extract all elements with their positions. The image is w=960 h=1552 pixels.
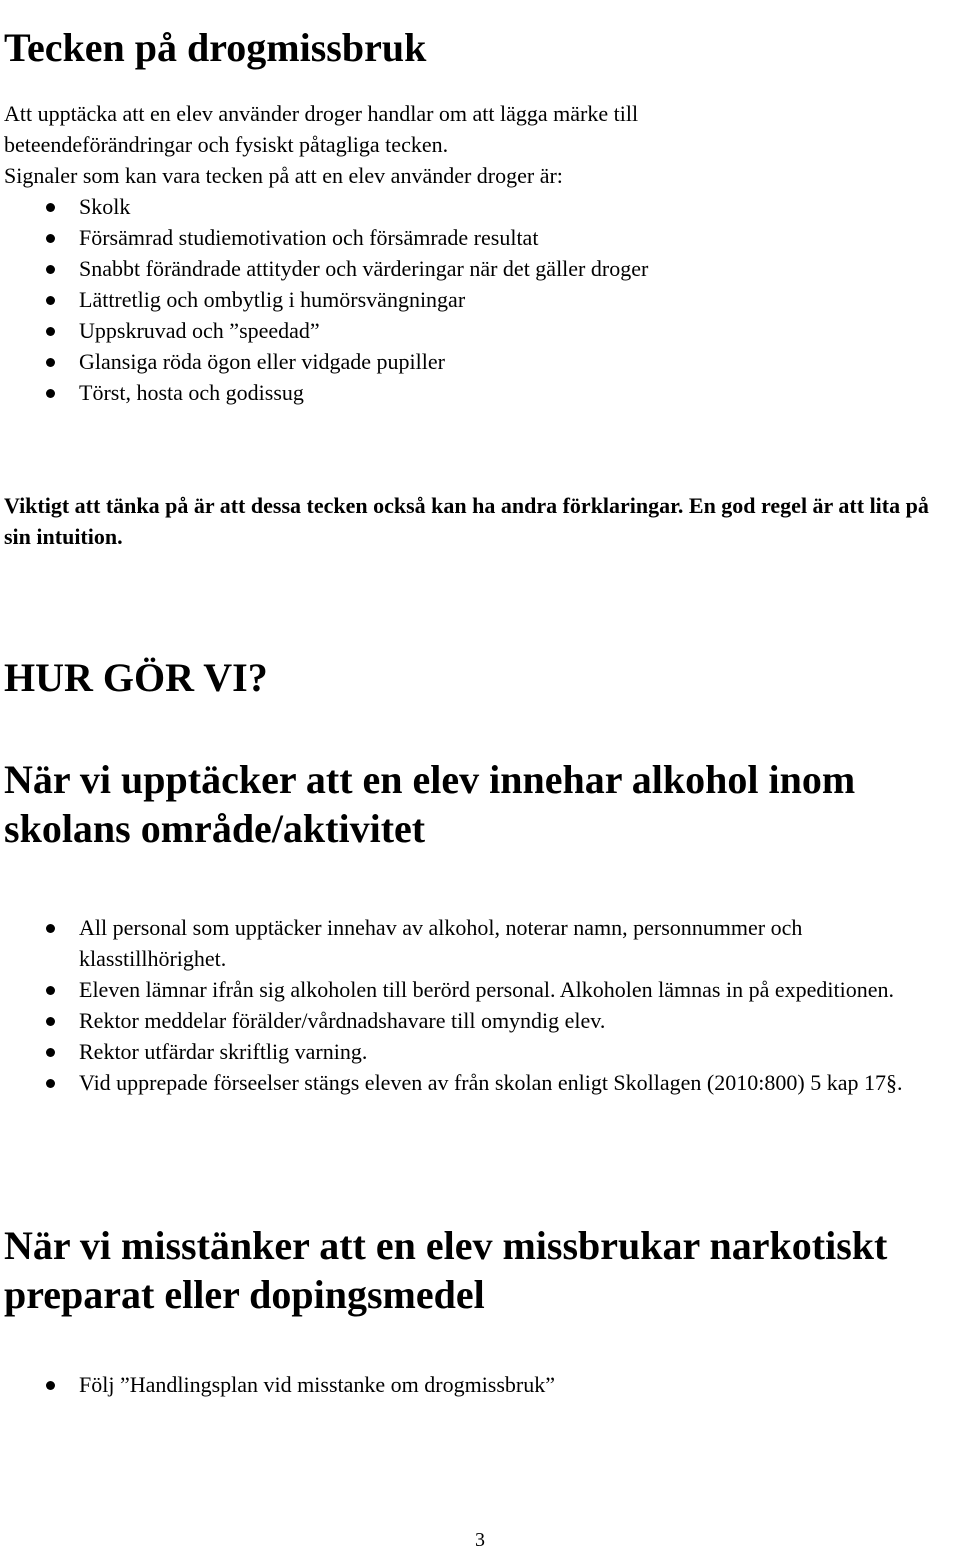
alcohol-section-heading: När vi upptäcker att en elev innehar alkohol inom skolans område/aktivitet (4, 757, 856, 851)
list-item: Törst, hosta och godissug (4, 377, 944, 408)
bullet-icon (46, 1381, 55, 1390)
page-number: 3 (475, 1529, 485, 1551)
narcotics-section-heading: När vi misstänker att en elev missbrukar narkotiskt preparat eller dopingsmedel (4, 1223, 888, 1317)
bullet-icon (46, 265, 55, 274)
bullet-icon (46, 1079, 55, 1088)
bullet-icon (46, 1048, 55, 1057)
signs-list (4, 191, 944, 408)
narcotics-procedure-list (4, 1369, 944, 1400)
list-item: Skolk (4, 191, 944, 222)
bullet-icon (46, 986, 55, 995)
list-item: Vid upprepade förseelser stängs eleven av från skolan enligt Skollagen (2010:800) 5 kap 17§. (4, 1067, 954, 1098)
intro-line: beteendeförändringar och fysiskt påtagliga tecken. (4, 132, 449, 157)
bullet-icon (46, 358, 55, 367)
list-item: All personal som upptäcker innehav av alkohol, noterar namn, personnummer och klasstillhörighet. (4, 912, 954, 974)
intro-line: Att upptäcka att en elev använder droger handlar om att lägga märke till (4, 101, 639, 126)
list-item: Lättretlig och ombytlig i humörsvängningar (4, 284, 944, 315)
list-item: Rektor meddelar förälder/vårdnadshavare till omyndig elev. (4, 1005, 954, 1036)
intro-paragraph (4, 98, 944, 191)
bullet-icon (46, 389, 55, 398)
intro-line: Signaler som kan vara tecken på att en elev använder droger är: (4, 163, 563, 188)
intuition-note: Viktigt att tänka på är att dessa tecken också kan ha andra förklaringar. En god regel är att lita på sin intuition. (4, 493, 929, 549)
list-item: Försämrad studiemotivation och försämrade resultat (4, 222, 944, 253)
bullet-icon (46, 203, 55, 212)
list-item: Glansiga röda ögon eller vidgade pupiller (4, 346, 944, 377)
bullet-icon (46, 296, 55, 305)
bullet-icon (46, 1017, 55, 1026)
list-item: Snabbt förändrade attityder och värderingar när det gäller droger (4, 253, 944, 284)
bullet-icon (46, 327, 55, 336)
alcohol-procedure-list (4, 912, 954, 1098)
list-item: Rektor utfärdar skriftlig varning. (4, 1036, 954, 1067)
list-item: Eleven lämnar ifrån sig alkoholen till berörd personal. Alkoholen lämnas in på expeditionen. (4, 974, 954, 1005)
page-title: Tecken på drogmissbruk (4, 24, 427, 70)
bullet-icon (46, 924, 55, 933)
bullet-icon (46, 234, 55, 243)
list-item: Följ ”Handlingsplan vid misstanke om drogmissbruk” (4, 1369, 944, 1400)
list-item: Uppskruvad och ”speedad” (4, 315, 944, 346)
how-heading: HUR GÖR VI? (4, 655, 268, 700)
